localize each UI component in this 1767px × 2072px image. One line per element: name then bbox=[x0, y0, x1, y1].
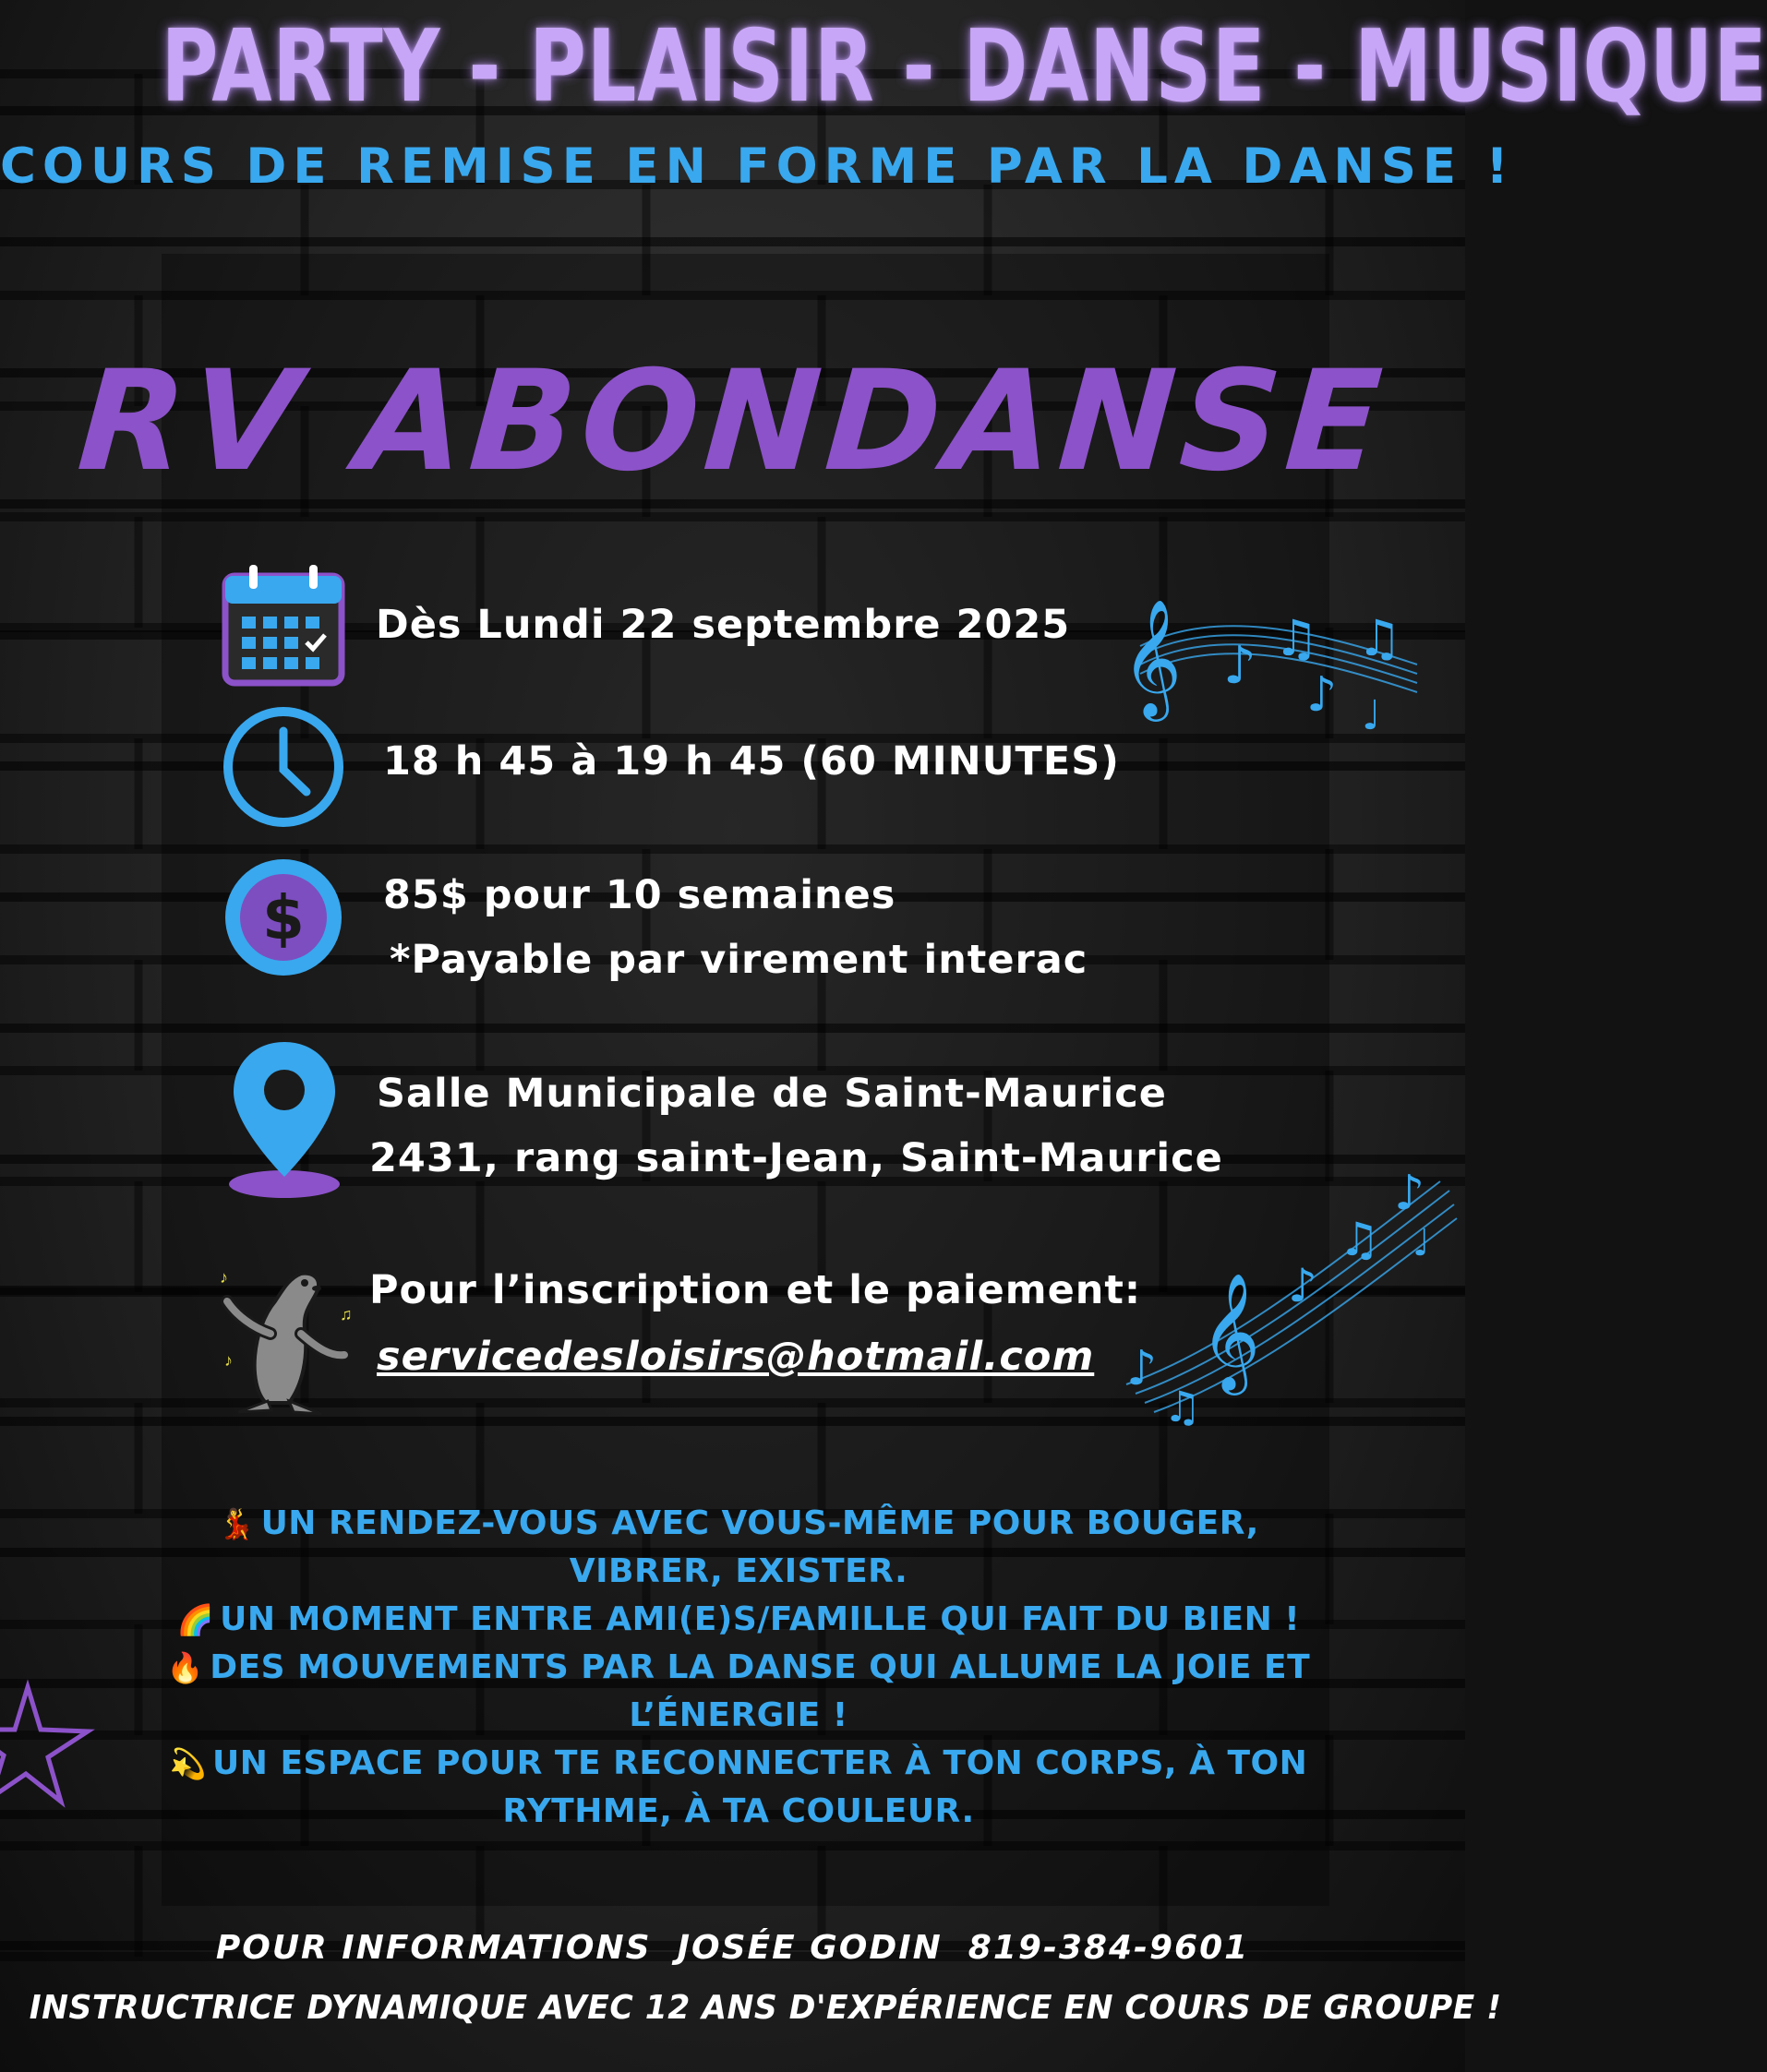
svg-text:♫: ♫ bbox=[340, 1305, 353, 1323]
payment-note: *Payable par virement interac bbox=[390, 937, 1088, 983]
svg-text:$: $ bbox=[262, 882, 305, 953]
headline: PARTY - PLAISIR - DANSE - MUSIQUE bbox=[161, 9, 1767, 125]
highlight-text: DES MOUVEMENTS PAR LA DANSE QUI ALLUME LA JOIE ET L’ÉNERGIE ! bbox=[210, 1648, 1311, 1734]
svg-text:♪: ♪ bbox=[1223, 636, 1256, 696]
location-pin-icon bbox=[224, 1038, 344, 1200]
registration-label: Pour l’inscription et le paiement: bbox=[369, 1267, 1142, 1313]
event-title: RV ABONDANSE bbox=[73, 341, 1392, 502]
svg-text:𝄞: 𝄞 bbox=[1122, 598, 1183, 716]
dancing-seal-icon bbox=[201, 1246, 367, 1421]
highlight-item bbox=[157, 1596, 1320, 1644]
highlight-item bbox=[157, 1740, 1320, 1836]
svg-text:♩: ♩ bbox=[1412, 1222, 1430, 1264]
svg-text:♫: ♫ bbox=[1163, 1382, 1202, 1431]
contact-phone[interactable]: 819-384-9601 bbox=[968, 1929, 1250, 1967]
highlight-item bbox=[157, 1500, 1320, 1596]
svg-text:♫: ♫ bbox=[1357, 609, 1402, 667]
contact-name: JOSÉE GODIN bbox=[677, 1929, 943, 1967]
event-date: Dès Lundi 22 septembre 2025 bbox=[376, 602, 1071, 648]
svg-text:𝄞: 𝄞 bbox=[1200, 1272, 1261, 1390]
highlight-text: UN MOMENT ENTRE AMI(E)S/FAMILLE QUI FAIT DU BIEN ! bbox=[220, 1600, 1301, 1638]
fire-emoji-icon: 🔥 bbox=[166, 1650, 205, 1685]
svg-text:♪: ♪ bbox=[1394, 1166, 1425, 1221]
svg-text:♪: ♪ bbox=[1306, 667, 1338, 723]
dizzy-emoji-icon: 💫 bbox=[169, 1746, 208, 1781]
highlights-list bbox=[157, 1500, 1320, 1836]
event-price: 85$ pour 10 semaines bbox=[383, 872, 896, 918]
venue-address: 2431, rang saint-Jean, Saint-Maurice bbox=[369, 1135, 1223, 1181]
contact-line bbox=[0, 1929, 1465, 1967]
music-notes-icon bbox=[1122, 591, 1426, 748]
svg-text:♫: ♫ bbox=[1339, 1213, 1380, 1266]
music-notes-icon bbox=[1117, 1163, 1459, 1431]
registration-email-link[interactable]: servicedesloisirs@hotmail.com bbox=[377, 1334, 1095, 1380]
dancer-emoji-icon: 💃 bbox=[218, 1506, 256, 1541]
svg-text:♪: ♪ bbox=[224, 1351, 233, 1370]
star-outline-icon bbox=[0, 1680, 92, 1809]
svg-text:♪: ♪ bbox=[1288, 1259, 1317, 1312]
highlight-text: UN ESPACE POUR TE RECONNECTER À TON CORPS, À TON RYTHME, À TA COULEUR. bbox=[212, 1744, 1308, 1830]
rainbow-emoji-icon: 🌈 bbox=[176, 1602, 215, 1637]
clock-icon bbox=[220, 703, 347, 831]
venue-name: Salle Municipale de Saint-Maurice bbox=[377, 1071, 1167, 1117]
highlight-item bbox=[157, 1644, 1320, 1740]
dollar-icon bbox=[220, 854, 347, 981]
svg-text:♩: ♩ bbox=[1362, 692, 1381, 739]
highlight-text: UN RENDEZ-VOUS AVEC VOUS-MÊME POUR BOUGER, VIBRER, EXISTER. bbox=[260, 1504, 1259, 1590]
svg-text:♫: ♫ bbox=[1274, 609, 1319, 667]
contact-label: POUR INFORMATIONS bbox=[215, 1929, 652, 1967]
svg-text:♪: ♪ bbox=[220, 1268, 228, 1287]
svg-text:♪: ♪ bbox=[1126, 1341, 1158, 1396]
subheadline: COURS DE REMISE EN FORME PAR LA DANSE ! bbox=[0, 138, 1515, 195]
calendar-icon bbox=[220, 561, 347, 689]
event-time: 18 h 45 à 19 h 45 (60 MINUTES) bbox=[383, 738, 1120, 784]
instructor-tagline: INSTRUCTRICE DYNAMIQUE AVEC 12 ANS D'EXPÉRIENCE EN COURS DE GROUPE ! bbox=[29, 1989, 1502, 2027]
